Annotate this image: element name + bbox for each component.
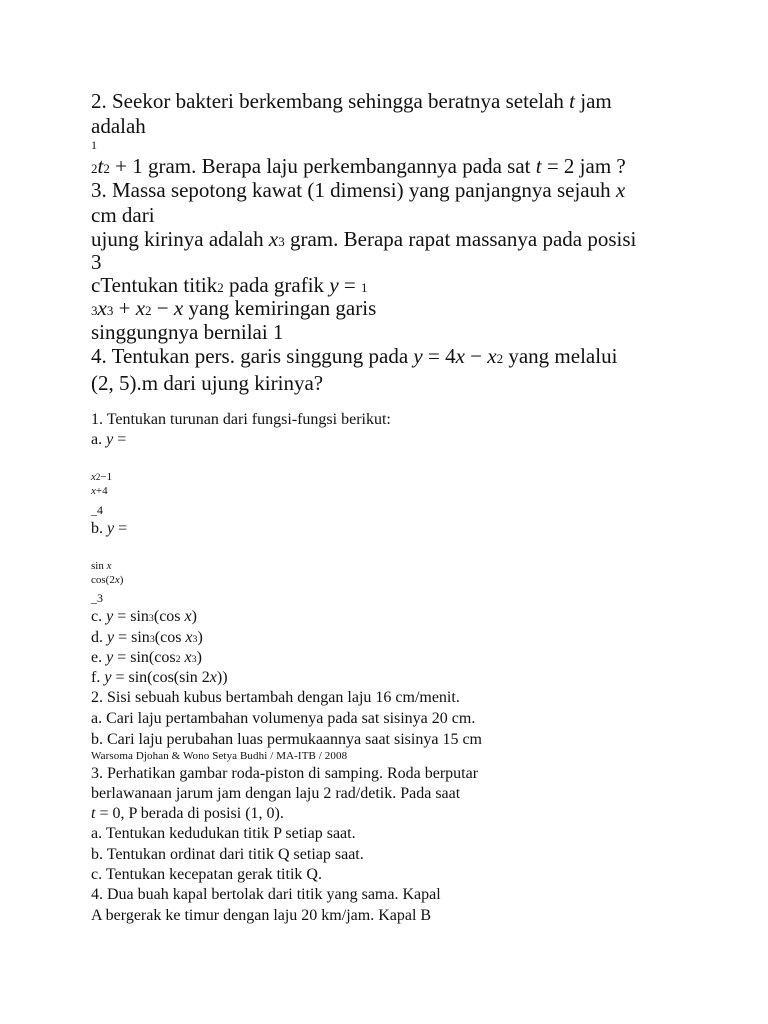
problem-3-line-4: 3 (91, 250, 102, 274)
problem-4-line-1: 4. Tentukan pers. garis singgung pada y = 4x − x2 yang melalui (91, 344, 618, 368)
item-b-denominator: cos(2x) (91, 574, 124, 586)
item-e: e. y = sin(cos2 x3) (91, 649, 202, 666)
problem-3-line-3: ujung kirinya adalah x3 gram. Berapa rapat massanya pada posisi (91, 227, 637, 251)
item-a-numerator: x2−1 (91, 471, 113, 483)
item-b-label: b. y = (91, 520, 128, 537)
item-f: f. y = sin(cos(sin 2x)) (91, 669, 228, 686)
problem-2-line-3: 2t2 + 1 gram. Berapa laju perkembangannya pada sat t = 2 jam ? (91, 154, 626, 178)
section-3-part-b: b. Tentukan ordinat dari titik Q setiap saat. (91, 846, 364, 863)
section-2-part-b: b. Cari laju perubahan luas permukaannya saat sisinya 15 cm (91, 731, 482, 748)
problem-tangent-line-1: cTentukan titik2 pada grafik y = 1 (91, 273, 368, 297)
item-a-exponent: _4 (91, 503, 103, 517)
section-4-line-2: A bergerak ke timur dengan laju 20 km/jam. Kapal B (91, 907, 432, 924)
section-3-line-1: 3. Perhatikan gambar roda-piston di samping. Roda berputar (91, 765, 479, 782)
section-2-part-a: a. Cari laju pertambahan volumenya pada sat sisinya 20 cm. (91, 710, 476, 727)
item-c: c. y = sin3(cos x) (91, 608, 197, 625)
section-3-line-2: berlawanaan jarum jam dengan laju 2 rad/detik. Pada saat (91, 785, 461, 802)
item-a-denominator: x+4 (91, 485, 108, 497)
problem-tangent-line-3: singgungnya bernilai 1 (91, 320, 284, 344)
problem-3-line-2: cm dari (91, 203, 155, 227)
section-4-line-1: 4. Dua buah kapal bertolak dari titik yang sama. Kapal (91, 886, 441, 903)
problem-3-line-1: 3. Massa sepotong kawat (1 dimensi) yang panjangnya sejauh x (91, 178, 626, 202)
section-3-part-c: c. Tentukan kecepatan gerak titik Q. (91, 866, 322, 883)
item-a-label: a. y = (91, 431, 127, 448)
item-b-exponent: _3 (91, 591, 103, 605)
item-d: d. y = sin3(cos x3) (91, 629, 203, 646)
section-3-part-a: a. Tentukan kedudukan titik P setiap saat. (91, 825, 356, 842)
problem-2-line-1: 2. Seekor bakteri berkembang sehingga beratnya setelah t jam (91, 89, 612, 113)
problem-4-line-2: (2, 5).m dari ujung kirinya? (91, 371, 324, 395)
page-footer-credit: Warsoma Djohan & Wono Setya Budhi / MA-ITB / 2008 (91, 750, 348, 762)
fraction-numerator: 1 (91, 138, 97, 152)
section-3-line-3: t = 0, P berada di posisi (1, 0). (91, 805, 284, 822)
item-b-numerator: sin x (91, 560, 112, 572)
problem-2-line-2: adalah (91, 114, 146, 138)
section-1-heading: 1. Tentukan turunan dari fungsi-fungsi berikut: (91, 411, 391, 428)
problem-tangent-line-2: 3x3 + x2 − x yang kemiringan garis (91, 296, 377, 320)
section-2-heading: 2. Sisi sebuah kubus bertambah dengan laju 16 cm/menit. (91, 689, 460, 706)
